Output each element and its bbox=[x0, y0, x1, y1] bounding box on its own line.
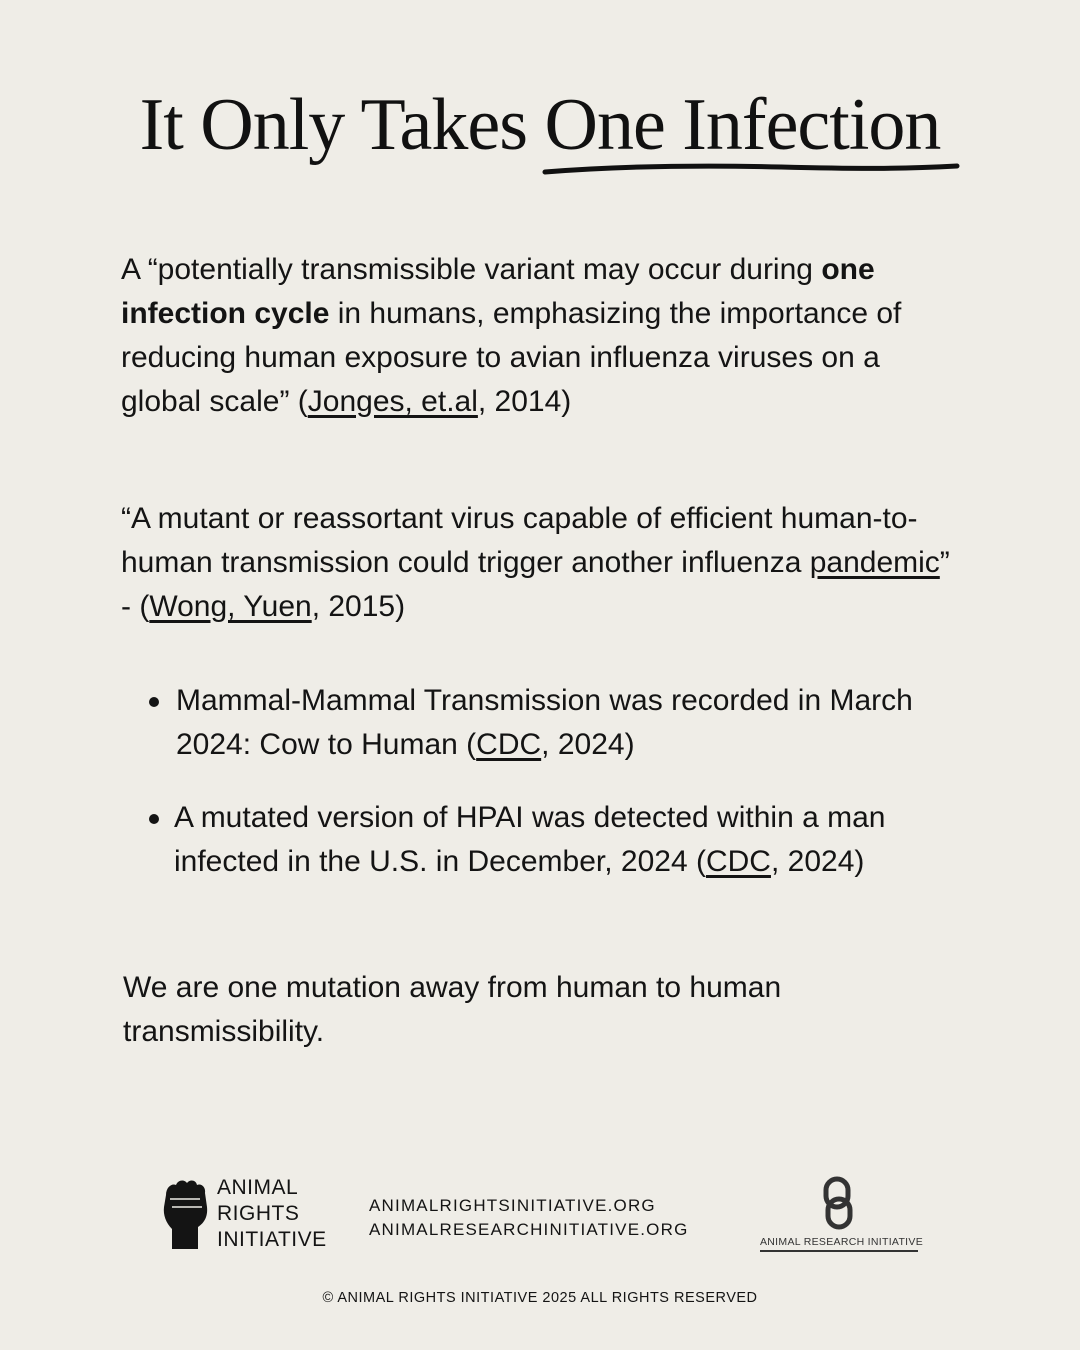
page-title bbox=[0, 84, 1080, 166]
footer-link-research[interactable]: ANIMALRESEARCHINITIATIVE.ORG bbox=[369, 1220, 689, 1239]
bullet-text-end: , 2024) bbox=[770, 845, 865, 878]
quote-paragraph-1 bbox=[121, 248, 951, 424]
quote-paragraph-2 bbox=[121, 497, 951, 629]
animal-research-initiative-logo bbox=[760, 1176, 923, 1256]
brand-line: ANIMAL bbox=[217, 1176, 299, 1199]
bullet-list bbox=[143, 679, 943, 884]
p1-text-b: in humans, emphasizing the importance of reducing human exposure to avian influenza viruses on a global scale” ( bbox=[121, 297, 902, 418]
research-brand-name: ANIMAL RESEARCH INITIATIVE bbox=[760, 1236, 918, 1252]
footer-link-ari[interactable]: ANIMALRIGHTSINITIATIVE.ORG bbox=[369, 1196, 656, 1215]
copyright-icon: © bbox=[322, 1290, 334, 1306]
animal-rights-initiative-logo bbox=[160, 1175, 340, 1255]
p1-text-a: A “potentially transmissible variant may occur during bbox=[121, 253, 822, 286]
citation-link-cdc[interactable]: CDC bbox=[705, 845, 771, 878]
list-item bbox=[143, 679, 943, 767]
bullet-text: Mammal-Mammal Transmission was recorded in March 2024: Cow to Human ( bbox=[176, 684, 913, 761]
brush-underline bbox=[541, 160, 961, 180]
chain-link-icon bbox=[821, 1176, 855, 1230]
footer-links bbox=[369, 1194, 689, 1242]
brand-name bbox=[217, 1175, 327, 1253]
pandemic-link[interactable]: pandemic bbox=[809, 546, 940, 579]
bullet-dot bbox=[149, 814, 159, 824]
copyright-text: ANIMAL RIGHTS INITIATIVE 2025 ALL RIGHTS RESERVED bbox=[337, 1290, 758, 1306]
copyright-notice bbox=[0, 1290, 1080, 1306]
bullet-text-end: , 2024) bbox=[541, 728, 635, 761]
p2-text-c: , 2015) bbox=[311, 590, 406, 623]
brand-line: RIGHTS bbox=[217, 1202, 300, 1225]
closing-statement bbox=[123, 966, 953, 1054]
p1-text-c: , 2014) bbox=[477, 385, 572, 418]
bullet-dot bbox=[149, 697, 159, 707]
list-item bbox=[143, 796, 943, 884]
title-lead: It Only Takes bbox=[139, 84, 545, 166]
raised-fist-icon bbox=[160, 1177, 210, 1251]
title-highlight bbox=[544, 84, 941, 166]
citation-link-wong-yuen[interactable]: Wong, Yuen bbox=[149, 590, 312, 623]
p2-text-b: ” - ( bbox=[121, 546, 950, 623]
title-highlight-text: One Infection bbox=[544, 84, 941, 166]
citation-link-cdc[interactable]: CDC bbox=[476, 728, 542, 761]
bullet-text: A mutated version of HPAI was detected within a man infected in the U.S. in December, 2024 ( bbox=[174, 801, 886, 878]
closing-text: We are one mutation away from human to human transmissibility. bbox=[123, 971, 782, 1048]
p2-text-a: “A mutant or reassortant virus capable of efficient human-to-human transmission could trigger another influenza bbox=[121, 502, 918, 579]
p1-bold: one infection cycle bbox=[121, 253, 875, 330]
brand-line: INITIATIVE bbox=[217, 1228, 327, 1251]
citation-link-jonges[interactable]: Jonges, et.al bbox=[307, 385, 478, 418]
